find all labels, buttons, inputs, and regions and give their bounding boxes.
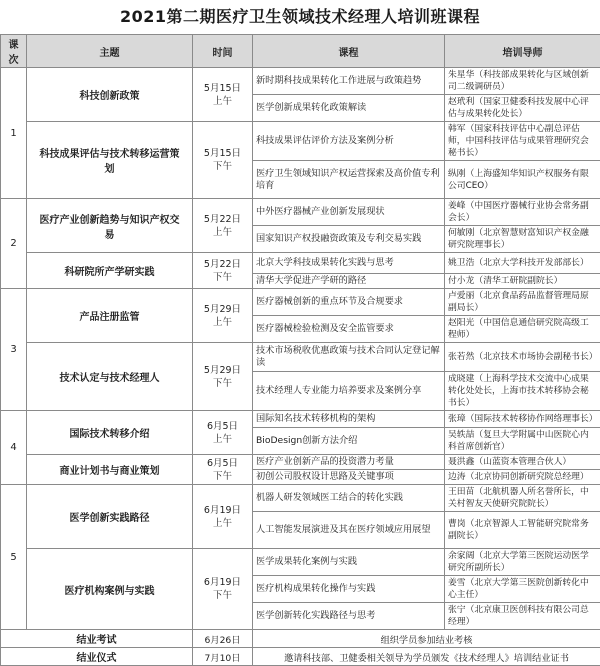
closing-row [1, 648, 600, 666]
course-name: 国际知名技术转移机构的架构 [253, 411, 445, 428]
table-row [1, 68, 600, 95]
tutor-name: 韩军（国家科技评估中心副总评估师，中国科技评估与成果管理研究会秘书长） [445, 122, 600, 161]
page-title: 2021第二期医疗卫生领域技术经理人培训班课程 [0, 0, 600, 34]
course-name: 医疗卫生领域知识产权运营探索及高价值专利培育 [253, 161, 445, 199]
course-name: 医学创新成果转化政策解读 [253, 95, 445, 122]
tutor-name: 付小龙（清华工研院副院长） [445, 274, 600, 289]
table-row [1, 455, 600, 470]
tutor-name: 姚卫浩（北京大学科技开发部部长） [445, 253, 600, 274]
tutor-name: 余家阔（北京大学第三医院运动医学研究所副所长） [445, 549, 600, 576]
table-row [1, 343, 600, 372]
session-topic: 医疗产业创新趋势与知识产权交易 [27, 199, 193, 253]
course-name: 清华大学促进产学研的路径 [253, 274, 445, 289]
session-time: 6月5日 下午 [193, 455, 253, 485]
header-topic: 主题 [27, 35, 193, 68]
tutor-name: 曹岗（北京智源人工智能研究院常务副院长） [445, 512, 600, 549]
closing-label: 结业仪式 [1, 648, 193, 666]
table-row [1, 549, 600, 576]
session-number: 3 [1, 289, 27, 411]
session-time: 5月22日 下午 [193, 253, 253, 289]
tutor-name: 纵刚（上海盛知华知识产权服务有限公司CEO） [445, 161, 600, 199]
session-time: 5月29日 上午 [193, 289, 253, 343]
course-name: 国家知识产权投融资政策及专利交易实践 [253, 226, 445, 253]
table-row [1, 199, 600, 226]
session-time: 5月15日 下午 [193, 122, 253, 199]
table-row [1, 253, 600, 274]
tutor-name: 何敏刚（北京智慧财富知识产权金融研究院理事长） [445, 226, 600, 253]
header-time: 时间 [193, 35, 253, 68]
tutor-name: 王田苗（北航机器人所名誉所长，中关村智友天使研究院院长） [445, 485, 600, 512]
session-number: 2 [1, 199, 27, 289]
tutor-name: 张宁（北京康卫医创科技有限公司总经理） [445, 603, 600, 630]
tutor-name: 卢爱丽（北京食品药品监督管理局原副局长） [445, 289, 600, 316]
course-name: 医疗器械创新的重点环节及合规要求 [253, 289, 445, 316]
tutor-name: 姜雪（北京大学第三医院创新转化中心主任） [445, 576, 600, 603]
tutor-name: 赵阳光（中国信息通信研究院高级工程师） [445, 316, 600, 343]
course-name: 中外医疗器械产业创新发展现状 [253, 199, 445, 226]
session-number: 5 [1, 485, 27, 630]
tutor-name: 朱星华（科技部成果转化与区域创新司二级调研员） [445, 68, 600, 95]
schedule-table [0, 34, 600, 666]
course-name: 医疗机构成果转化操作与实践 [253, 576, 445, 603]
closing-time: 6月26日 [193, 630, 253, 648]
course-name: 新时期科技成果转化工作进展与政策趋势 [253, 68, 445, 95]
course-name: 北京大学科技成果转化实践与思考 [253, 253, 445, 274]
session-time: 5月29日 下午 [193, 343, 253, 411]
session-topic: 商业计划书与商业策划 [27, 455, 193, 485]
tutor-name: 赵玳利（国家卫健委科技发展中心评估与成果转化处长） [445, 95, 600, 122]
session-topic: 医学创新实践路径 [27, 485, 193, 549]
header-tutor: 培训导师 [445, 35, 600, 68]
closing-text: 组织学员参加结业考核 [253, 630, 600, 648]
session-number: 4 [1, 411, 27, 485]
course-name: 技术市场税收优惠政策与技术合同认定登记解读 [253, 343, 445, 372]
schedule-body [1, 68, 600, 666]
session-topic: 产品注册监管 [27, 289, 193, 343]
table-row [1, 411, 600, 428]
tutor-name: 成晓建（上海科学技术交流中心成果转化处处长，上海市技术转移协会秘书长） [445, 372, 600, 411]
course-name: 技术经理人专业能力培养要求及案例分享 [253, 372, 445, 411]
course-name: 人工智能发展演进及其在医疗领域应用展望 [253, 512, 445, 549]
session-topic: 医疗机构案例与实践 [27, 549, 193, 630]
session-time: 6月5日 上午 [193, 411, 253, 455]
tutor-name: 吴轶喆（复旦大学附属中山医院心内科首席创新官） [445, 428, 600, 455]
closing-text: 邀请科技部、卫健委相关领导为学员颁发《技术经理人》培训结业证书 [253, 648, 600, 666]
header-row [1, 35, 600, 68]
session-time: 6月19日 下午 [193, 549, 253, 630]
course-name: 初创公司股权设计思路及关键事项 [253, 470, 445, 485]
closing-row [1, 630, 600, 648]
tutor-name: 边涛（北京协同创新研究院总经理） [445, 470, 600, 485]
table-row [1, 289, 600, 316]
session-topic: 国际技术转移介绍 [27, 411, 193, 455]
table-row [1, 122, 600, 161]
header-num: 课次 [1, 35, 27, 68]
tutor-name: 聂洪鑫（山蓝资本管理合伙人） [445, 455, 600, 470]
session-time: 5月15日 上午 [193, 68, 253, 122]
course-name: 机器人研发领域医工结合的转化实践 [253, 485, 445, 512]
header-course: 课程 [253, 35, 445, 68]
table-row [1, 485, 600, 512]
session-time: 6月19日 上午 [193, 485, 253, 549]
course-name: BioDesign创新方法介绍 [253, 428, 445, 455]
session-topic: 科技创新政策 [27, 68, 193, 122]
session-topic: 技术认定与技术经理人 [27, 343, 193, 411]
session-number: 1 [1, 68, 27, 199]
tutor-name: 张璋（国际技术转移协作网络理事长） [445, 411, 600, 428]
course-name: 医学创新转化实践路径与思考 [253, 603, 445, 630]
tutor-name: 姜峰（中国医疗器械行业协会常务副会长） [445, 199, 600, 226]
session-topic: 科技成果评估与技术转移运营策划 [27, 122, 193, 199]
tutor-name: 张若然（北京技术市场协会副秘书长） [445, 343, 600, 372]
closing-time: 7月10日 [193, 648, 253, 666]
course-name: 科技成果评估评价方法及案例分析 [253, 122, 445, 161]
session-time: 5月22日 上午 [193, 199, 253, 253]
closing-label: 结业考试 [1, 630, 193, 648]
course-name: 医疗器械检验检测及安全监管要求 [253, 316, 445, 343]
course-name: 医疗产业创新产品的投资潜力考量 [253, 455, 445, 470]
session-topic: 科研院所产学研实践 [27, 253, 193, 289]
course-name: 医学成果转化案例与实践 [253, 549, 445, 576]
